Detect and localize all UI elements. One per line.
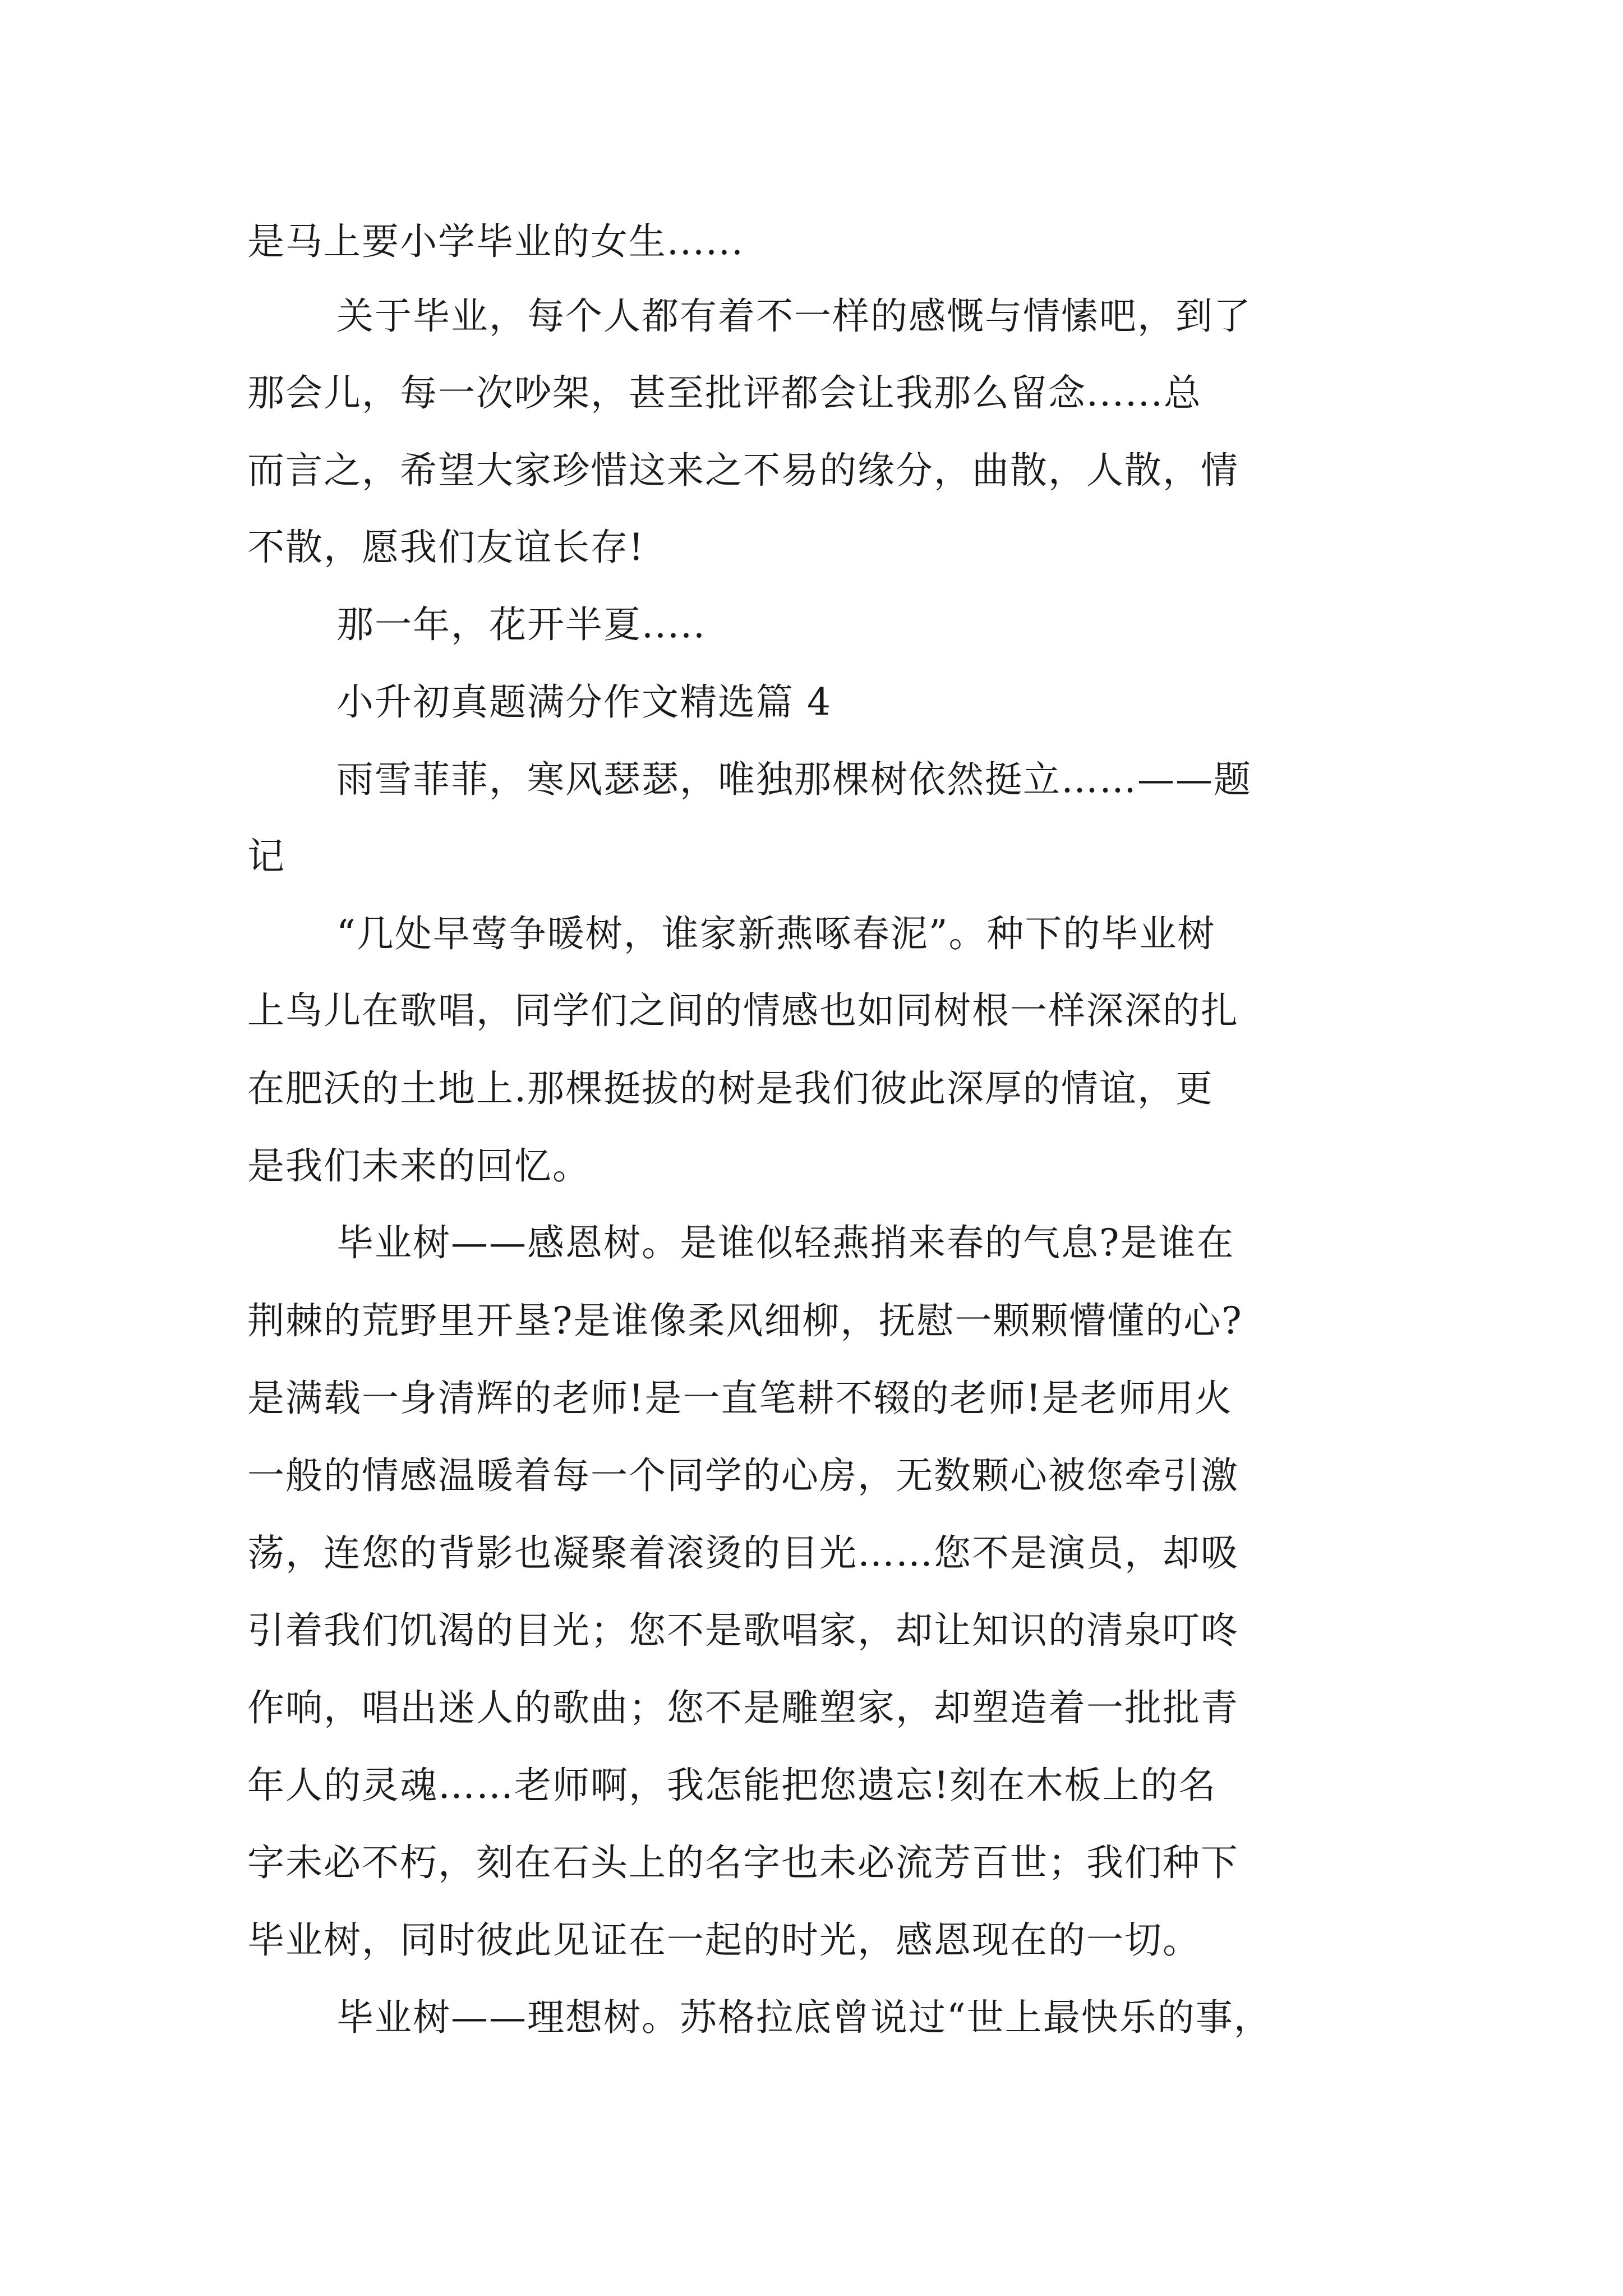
text-line-12: 在肥沃的土地上.那棵挺拔的树是我们彼此深厚的情谊，更: [247, 1067, 1214, 1110]
text-line-16: 是满载一身清辉的老师!是一直笔耕不辍的老师!是老师用火: [247, 1377, 1233, 1420]
text-line-8: 雨雪菲菲，寒风瑟瑟，唯独那棵树依然挺立……——题: [336, 758, 1252, 801]
text-line-6: 那一年，花开半夏.....: [336, 603, 706, 646]
text-line-20: 作响，唱出迷人的歌曲；您不是雕塑家，却塑造着一批批青: [247, 1686, 1239, 1729]
text-line-11: 上鸟儿在歌唱，同学们之间的情感也如同树根一样深深的扎: [247, 989, 1239, 1032]
text-line-14: 毕业树——感恩树。是谁似轻燕捎来春的气息?是谁在: [336, 1221, 1235, 1264]
text-line-10: “几处早莺争暖树，谁家新燕啄春泥”。种下的毕业树: [336, 912, 1216, 955]
text-line-3: 那会儿，每一次吵架，甚至批评都会让我那么留念......总: [247, 371, 1202, 415]
text-line-1: 是马上要小学毕业的女生......: [247, 220, 744, 263]
text-line-17: 一般的情感温暖着每一个同学的心房，无数颗心被您牵引激: [247, 1454, 1239, 1497]
text-line-5: 不散，愿我们友谊长存!: [247, 526, 645, 569]
text-line-13: 是我们未来的回忆。: [247, 1144, 591, 1188]
text-line-19: 引着我们饥渴的目光；您不是歌唱家，却让知识的清泉叮咚: [247, 1609, 1239, 1652]
text-line-21: 年人的灵魂……老师啊，我怎能把您遗忘!刻在木板上的名: [247, 1764, 1217, 1807]
text-line-18: 荡，连您的背影也凝聚着滚烫的目光……您不是演员，却吸: [247, 1531, 1239, 1575]
text-line-9: 记: [247, 835, 285, 878]
section-heading: 小升初真题满分作文精选篇 4: [336, 680, 832, 724]
text-line-15: 荆棘的荒野里开垦?是谁像柔风细柳，抚慰一颗颗懵懂的心?: [247, 1299, 1243, 1342]
text-line-23: 毕业树，同时彼此见证在一起的时光，感恩现在的一切。: [247, 1918, 1201, 1962]
text-line-4: 而言之，希望大家珍惜这来之不易的缘分，曲散，人散，情: [247, 449, 1239, 492]
text-line-2: 关于毕业，每个人都有着不一样的感慨与情愫吧，到了: [336, 295, 1252, 338]
text-line-22: 字未必不朽，刻在石头上的名字也未必流芳百世；我们种下: [247, 1841, 1239, 1884]
text-line-24: 毕业树——理想树。苏格拉底曾说过“世上最快乐的事，: [336, 1996, 1272, 2039]
